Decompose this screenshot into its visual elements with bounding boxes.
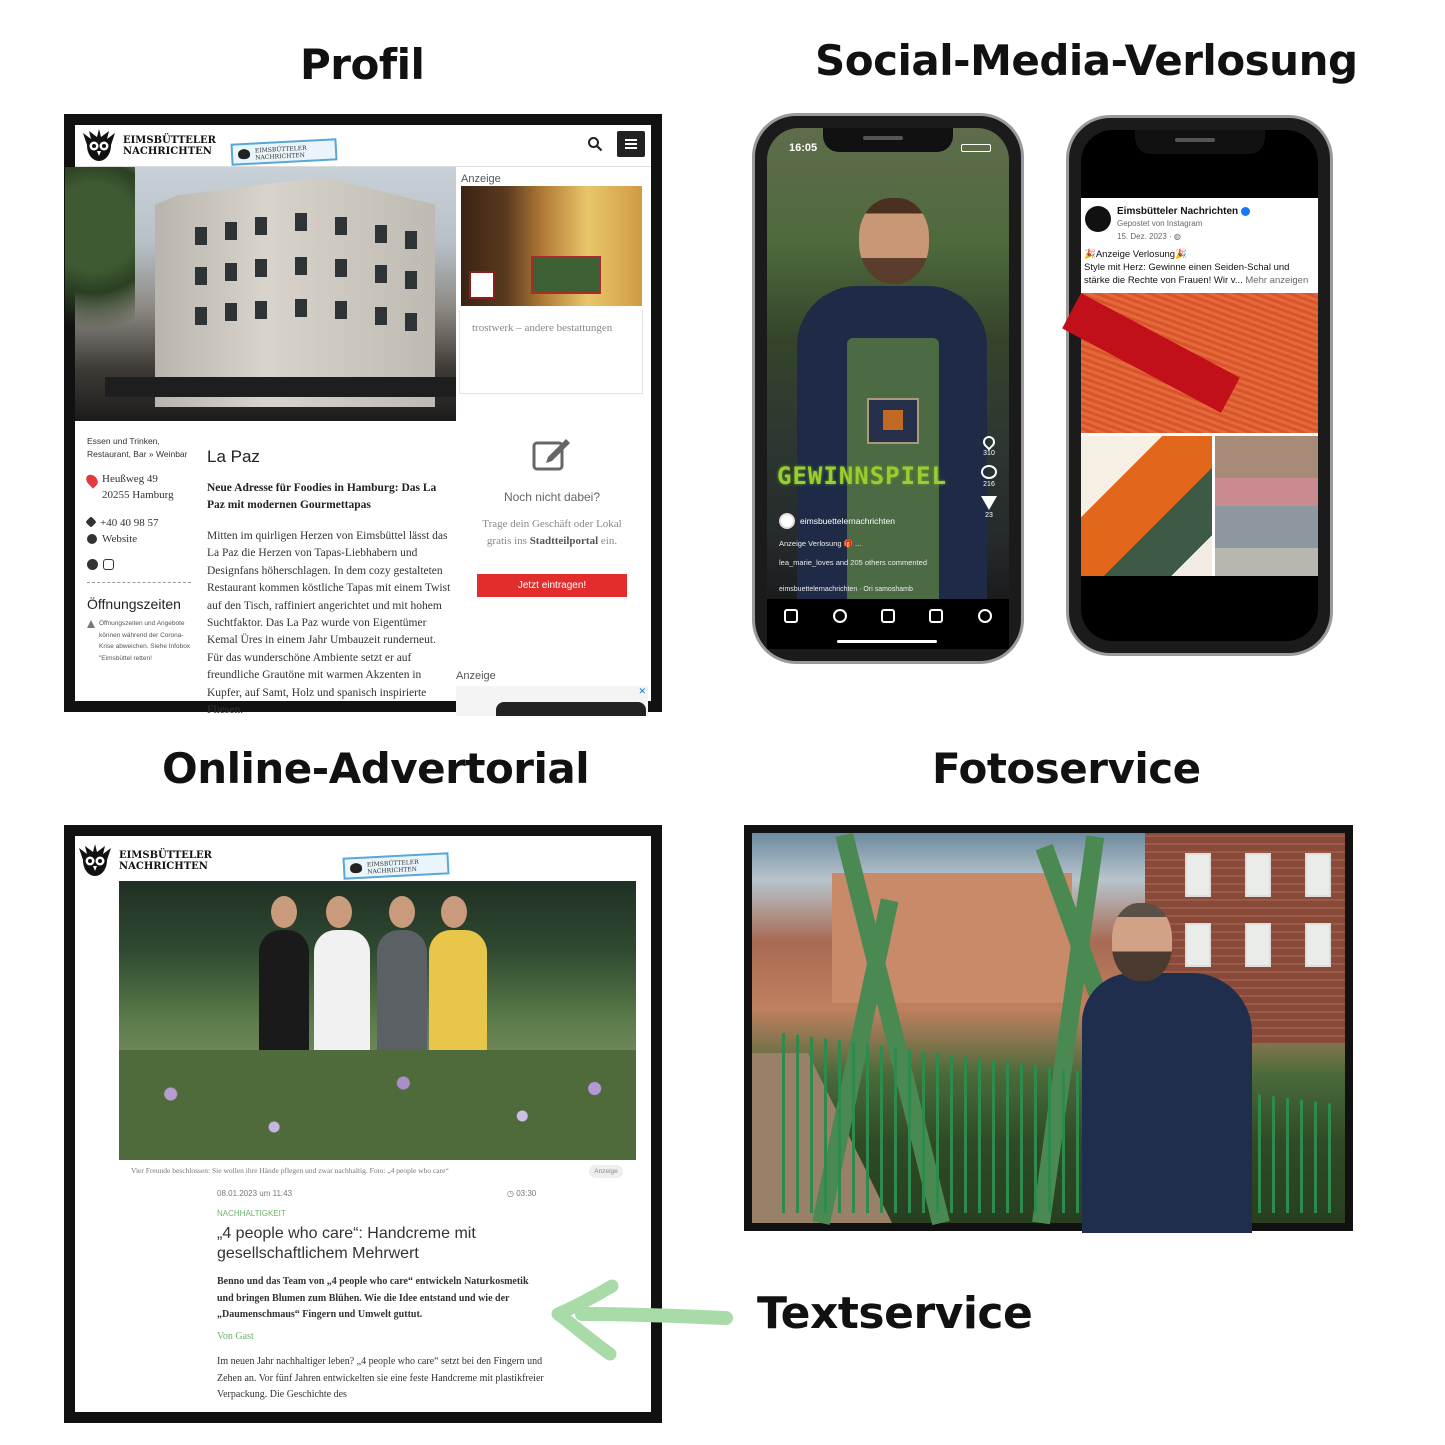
heading-textservice: Textservice [757, 1288, 1033, 1339]
reel-music[interactable]: eimsbuettelernachrichten · Ori samoshamb [779, 586, 913, 593]
phone-row[interactable]: +40 40 98 57 [87, 515, 191, 531]
portal-link[interactable]: Stadtteilportal [529, 535, 599, 547]
facebook-screen [1081, 130, 1318, 641]
address-row: Heußweg 49 20255 Hamburg [87, 471, 191, 503]
profil-screenshot [64, 114, 662, 717]
post-date[interactable]: 15. Dez. 2023 · ◍ [1117, 232, 1181, 241]
site-logo[interactable] [81, 129, 216, 163]
avatar[interactable] [1085, 206, 1111, 232]
phone-instagram-reel [752, 113, 1024, 664]
reel-meta [779, 513, 979, 577]
owl-logo-icon [77, 844, 113, 878]
restaurant-photo [75, 167, 456, 421]
opening-hours-title: Öffnungszeiten [87, 596, 181, 612]
arrow-left-icon [552, 1280, 732, 1360]
sponsored-badge: Anzeige [589, 1165, 623, 1178]
instagram-nav [767, 599, 1009, 649]
phone-facebook-post [1066, 115, 1333, 656]
logo-wordmark: EIMSBÜTTELER NACHRICHTEN [123, 135, 216, 157]
article-author[interactable]: Von Gast [217, 1331, 254, 1342]
phone-icon [85, 516, 96, 527]
signup-box [477, 435, 627, 597]
ad-image-trostwerk[interactable] [461, 186, 642, 306]
reel-commented[interactable]: lea_marie_loves and 205 others commented [779, 558, 928, 567]
website-row[interactable]: Website [87, 531, 191, 547]
page-name[interactable]: Eimsbütteler Nachrichten [1117, 206, 1250, 217]
comment-count: 216 [983, 481, 995, 488]
phone-notch [1135, 130, 1265, 154]
facebook-icon[interactable] [87, 559, 98, 570]
reels-icon[interactable] [929, 609, 943, 623]
opening-hours-note: Öffnungszeiten und Angebote können während der Corona-Krise abweichen. Siehe Infobox "Eimsbüttel retten! [87, 618, 191, 664]
share-icon[interactable] [981, 496, 997, 510]
owl-logo-icon [81, 129, 117, 163]
search-icon[interactable] [587, 136, 603, 152]
posted-via: Gepostet von Instagram [1117, 219, 1203, 228]
facebook-post [1081, 198, 1318, 576]
more-link[interactable]: Mehr anzeigen [1245, 275, 1309, 286]
reel-actions [975, 428, 1003, 519]
portrait-photo [752, 833, 1345, 1223]
menu-button[interactable] [617, 131, 645, 157]
reel-caption[interactable]: Anzeige Verlosung 🎁 ... [779, 539, 862, 548]
like-count: 310 [983, 450, 995, 457]
search-icon[interactable] [833, 609, 847, 623]
advertorial-photo [119, 881, 636, 1160]
instagram-icon[interactable] [103, 559, 114, 570]
profile-title: La Paz [207, 447, 260, 466]
signup-text: Trage dein Geschäft oder Lokal gratis ins Stadtteilportal ein. [482, 518, 622, 547]
verified-icon [1241, 207, 1250, 216]
category-breadcrumb[interactable]: Essen und Trinken, Restaurant, Bar » Weinbar [87, 436, 188, 459]
fotoservice-photo [744, 825, 1353, 1231]
heading-profil: Profil [300, 40, 425, 89]
profil-page [75, 125, 651, 717]
article-category[interactable]: NACHHALTIGKEIT [217, 1209, 286, 1218]
home-icon[interactable] [784, 609, 798, 623]
globe-icon: ◍ [1173, 232, 1181, 241]
post-header [1085, 206, 1250, 243]
ad-caption[interactable]: trostwerk – andere bestattungen [472, 322, 613, 334]
article-lead: Benno und das Team von „4 people who care“ entwickeln Naturkosmetik und bringen Blumen zum Blühen. Wie die Idee entstand und wie der „Daumenschmaus“ Fingern und Umwelt guttut. [217, 1276, 529, 1320]
reel-account-row[interactable]: eimsbuettelernachrichten [779, 513, 979, 529]
ad-label-bottom: Anzeige [456, 670, 496, 682]
article-body: Im neuen Jahr nachhaltiger leben? „4 people who care“ setzt bei den Fingern und Zehen an. Vor fünf Jahren entwickelten sie eine feste Handcreme mit plastikfreier Verpackung. Die Geschichte des [217, 1356, 544, 1400]
share-count: 23 [985, 512, 993, 519]
map-pin-icon [84, 472, 100, 488]
heading-advertorial: Online-Advertorial [162, 744, 590, 793]
home-indicator [837, 640, 937, 643]
comment-icon[interactable] [981, 465, 997, 479]
heading-social-media: Social-Media-Verlosung [815, 36, 1358, 85]
post-image-detail[interactable] [1081, 436, 1212, 576]
profile-body: Mitten im quirligen Herzen von Eimsbüttel lässt das La Paz die Herzen von Tapas-Liebhabern und Designfans höherschlagen. In dem cozy gestalteten Restaurant kommen köstliche Tapas mit einem Twist auf den Tisch, raffiniert angerichtet und mit hohem Suchtfaktor. Das La Paz wurde von Eigentümer Kemal Üres in einem Jahr Umbauzeit runderneut. Für das wunderschöne Ambiente setzt er auf freundliche Grautöne mit warmen Akzenten in Kupfer, auf Samt, Holz und spanisch inspirierte Fliesen. [207, 530, 451, 717]
reel-overlay-text: GEWINNSPIEL [777, 462, 947, 490]
profile-article [207, 447, 453, 717]
post-image-scarf[interactable] [1081, 293, 1318, 433]
newspaper-badge[interactable]: EIMSBÜTTELER NACHRICHTEN [230, 138, 337, 166]
bottom-banner-ad[interactable] [456, 686, 648, 716]
ad-label: Anzeige [461, 173, 501, 185]
post-text: 🎉Anzeige Verlosung🎉 Style mit Herz: Gewinne einen Seiden-Schal und stärke die Rechte von Frauen! Wir v... Mehr anzeigen [1084, 249, 1309, 286]
profile-subtitle: Neue Adresse für Foodies in Hamburg: Das La Paz mit modernen Gourmettapas [207, 482, 437, 511]
like-icon[interactable] [981, 434, 998, 451]
divider [87, 582, 191, 583]
mini-owl-icon [350, 863, 363, 874]
post-image-workshop[interactable] [1215, 436, 1318, 576]
clock-icon: ◷ [507, 1189, 517, 1198]
warning-icon [87, 620, 95, 628]
signup-title: Noch nicht dabei? [503, 490, 601, 504]
site-logo[interactable] [77, 844, 212, 878]
close-icon[interactable]: ✕ [638, 686, 646, 696]
reel-screen [767, 128, 1009, 649]
add-icon[interactable] [881, 609, 895, 623]
heading-fotoservice: Fotoservice [932, 744, 1201, 793]
logo-wordmark: EIMSBÜTTELER NACHRICHTEN [119, 850, 212, 872]
profile-sidebar [87, 435, 191, 664]
globe-icon [87, 534, 97, 544]
social-links [87, 559, 191, 570]
site-header [75, 125, 651, 167]
profile-icon[interactable] [978, 609, 992, 623]
read-time: ◷ 03:30 [507, 1189, 537, 1198]
phone-notch [823, 128, 953, 152]
avatar[interactable] [779, 513, 795, 529]
edit-icon [532, 435, 572, 471]
publish-date: 08.01.2023 um 11:43 [217, 1189, 293, 1198]
status-time: 16:05 [789, 142, 818, 154]
newspaper-badge[interactable]: EIMSBÜTTELER NACHRICHTEN [342, 852, 449, 880]
signup-button[interactable]: Jetzt eintragen! [477, 574, 627, 597]
battery-icon [961, 144, 991, 152]
mini-owl-icon [238, 149, 251, 160]
article-title: „4 people who care“: Handcreme mit gesellschaftlichem Mehrwert [217, 1225, 476, 1262]
photo-caption: Vier Freunde beschlossen: Sie wollen ihre Hände pflegen und zwar nachhaltig. Foto: „4 people who care“ [131, 1166, 449, 1175]
